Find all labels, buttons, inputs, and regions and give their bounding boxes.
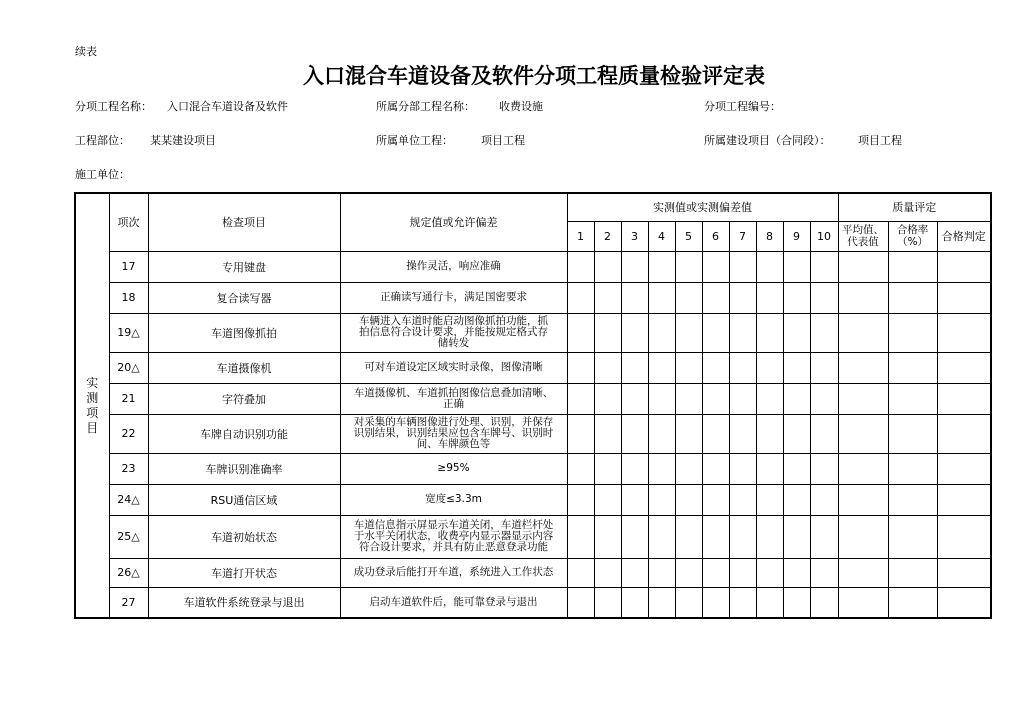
- measure-cell[interactable]: [621, 484, 648, 515]
- measure-cell[interactable]: [675, 453, 702, 484]
- measure-cell[interactable]: [621, 515, 648, 558]
- row-item: 车道初始状态: [148, 515, 340, 558]
- measure-cell[interactable]: [621, 313, 648, 352]
- row-item: 专用键盘: [148, 251, 340, 282]
- col-judge-header: 合格判定: [937, 221, 991, 251]
- measure-cell[interactable]: [675, 558, 702, 587]
- measure-cell[interactable]: [648, 558, 675, 587]
- contract-label: 所属建设项目（合同段）：: [704, 134, 831, 147]
- measure-cell[interactable]: [756, 484, 783, 515]
- measure-cell[interactable]: [756, 453, 783, 484]
- measure-col-6: 6: [702, 221, 729, 251]
- measure-cell[interactable]: [783, 251, 810, 282]
- measure-cell[interactable]: [756, 313, 783, 352]
- col-item-header: 检查项目: [148, 193, 340, 251]
- measure-cell[interactable]: [729, 352, 756, 383]
- measure-col-7: 7: [729, 221, 756, 251]
- row-std: [340, 282, 567, 313]
- table-row: [75, 515, 991, 558]
- measure-cell[interactable]: [810, 453, 838, 484]
- subproject-no-label: 分项工程编号：: [704, 100, 781, 113]
- table-row: [75, 453, 991, 484]
- row-std-line: 正确读写通行卡，满足国密要求: [380, 291, 527, 303]
- continuation-label: 续表: [75, 45, 97, 58]
- judge-cell[interactable]: [937, 251, 991, 282]
- measure-cell[interactable]: [783, 587, 810, 618]
- measure-cell[interactable]: [621, 587, 648, 618]
- avg-cell[interactable]: [838, 558, 888, 587]
- row-std-line: 可对车道设定区域实时录像，图像清晰: [364, 361, 543, 373]
- measure-cell[interactable]: [648, 383, 675, 414]
- measure-cell[interactable]: [729, 282, 756, 313]
- row-std-line: 拍信息符合设计要求，并能按规定格式存: [359, 326, 548, 338]
- measure-cell[interactable]: [675, 282, 702, 313]
- row-std: [340, 352, 567, 383]
- measure-cell[interactable]: [810, 414, 838, 453]
- measure-cell[interactable]: [702, 484, 729, 515]
- judge-cell[interactable]: [937, 282, 991, 313]
- measure-cell[interactable]: [810, 587, 838, 618]
- measure-col-10: 10: [810, 221, 838, 251]
- measure-cell[interactable]: [675, 313, 702, 352]
- measure-cell[interactable]: [621, 453, 648, 484]
- builder-label: 施工单位：: [75, 168, 130, 181]
- row-std-line: 符合设计要求，并具有防止恶意登录功能: [359, 541, 548, 553]
- judge-cell[interactable]: [937, 414, 991, 453]
- row-item: 车道图像抓拍: [148, 313, 340, 352]
- judge-cell[interactable]: [937, 313, 991, 352]
- measure-cell[interactable]: [567, 313, 594, 352]
- measure-cell[interactable]: [594, 282, 621, 313]
- measure-cell[interactable]: [621, 414, 648, 453]
- measure-cell[interactable]: [702, 352, 729, 383]
- measure-cell[interactable]: [648, 414, 675, 453]
- row-no: 26△: [109, 558, 148, 587]
- avg-cell[interactable]: [838, 383, 888, 414]
- row-std: [340, 587, 567, 618]
- measure-cell[interactable]: [783, 383, 810, 414]
- row-std-line: ≥95%: [437, 462, 470, 474]
- judge-cell[interactable]: [937, 587, 991, 618]
- row-item: 车牌识别准确率: [148, 453, 340, 484]
- measure-cell[interactable]: [648, 484, 675, 515]
- measure-cell[interactable]: [567, 414, 594, 453]
- measure-cell[interactable]: [783, 352, 810, 383]
- measure-cell[interactable]: [594, 383, 621, 414]
- measure-cell[interactable]: [729, 414, 756, 453]
- measure-cell[interactable]: [702, 515, 729, 558]
- row-std: [340, 558, 567, 587]
- row-no: 24△: [109, 484, 148, 515]
- measure-cell[interactable]: [729, 313, 756, 352]
- measure-cell[interactable]: [756, 558, 783, 587]
- measure-col-8: 8: [756, 221, 783, 251]
- measure-cell[interactable]: [810, 515, 838, 558]
- measure-cell[interactable]: [729, 558, 756, 587]
- measure-cell[interactable]: [702, 453, 729, 484]
- table-row: [75, 558, 991, 587]
- avg-cell[interactable]: [838, 352, 888, 383]
- measure-cell[interactable]: [567, 587, 594, 618]
- measure-cell[interactable]: [648, 453, 675, 484]
- measure-cell[interactable]: [756, 515, 783, 558]
- measure-col-2: 2: [594, 221, 621, 251]
- measure-cell[interactable]: [594, 251, 621, 282]
- measure-cell[interactable]: [567, 515, 594, 558]
- measure-cell[interactable]: [729, 453, 756, 484]
- measure-cell[interactable]: [783, 313, 810, 352]
- measure-cell[interactable]: [567, 352, 594, 383]
- row-no: 22: [109, 414, 148, 453]
- measure-cell[interactable]: [621, 282, 648, 313]
- measure-cell[interactable]: [648, 282, 675, 313]
- subproject-name-value: 入口混合车道设备及软件: [167, 100, 288, 113]
- row-std: [340, 251, 567, 282]
- measure-cell[interactable]: [810, 558, 838, 587]
- judge-cell[interactable]: [937, 484, 991, 515]
- row-no: 27: [109, 587, 148, 618]
- row-std-line: 车道信息指示屏显示车道关闭，车道栏杆处: [353, 519, 554, 531]
- row-item: 车道打开状态: [148, 558, 340, 587]
- judge-cell[interactable]: [937, 383, 991, 414]
- rate-cell[interactable]: [888, 453, 937, 484]
- measure-cell[interactable]: [702, 414, 729, 453]
- avg-cell[interactable]: [838, 484, 888, 515]
- avg-cell[interactable]: [838, 414, 888, 453]
- rate-cell[interactable]: [888, 352, 937, 383]
- avg-cell[interactable]: [838, 453, 888, 484]
- judge-cell[interactable]: [937, 352, 991, 383]
- row-no: 19△: [109, 313, 148, 352]
- table-row: [75, 313, 991, 352]
- measure-cell[interactable]: [756, 251, 783, 282]
- measure-cell[interactable]: [702, 313, 729, 352]
- measure-cell[interactable]: [621, 251, 648, 282]
- rate-cell[interactable]: [888, 383, 937, 414]
- site-value: 某某建设项目: [150, 134, 216, 147]
- col-no-header: 项次: [109, 193, 148, 251]
- rate-cell[interactable]: [888, 558, 937, 587]
- row-item: 车道软件系统登录与退出: [148, 587, 340, 618]
- col-std-header: 规定值或允许偏差: [340, 193, 567, 251]
- measure-cell[interactable]: [594, 558, 621, 587]
- table-row: [75, 587, 991, 618]
- measure-cell[interactable]: [783, 414, 810, 453]
- measure-cell[interactable]: [675, 352, 702, 383]
- row-no: 21: [109, 383, 148, 414]
- rate-cell[interactable]: [888, 251, 937, 282]
- measure-cell[interactable]: [702, 558, 729, 587]
- row-std-line: 间、车牌颜色等: [416, 438, 491, 450]
- avg-cell[interactable]: [838, 251, 888, 282]
- row-std-line: 识别结果，识别结果应包含车牌号、识别时: [353, 427, 554, 439]
- measure-cell[interactable]: [810, 484, 838, 515]
- measure-cell[interactable]: [675, 414, 702, 453]
- row-std-line: 于水平关闭状态，收费亭内显示器显示内容: [353, 530, 554, 542]
- side-label: 实 测 项 目: [86, 375, 99, 435]
- rate-cell[interactable]: [888, 313, 937, 352]
- measure-cell[interactable]: [756, 414, 783, 453]
- row-std-line: 正确: [443, 397, 464, 410]
- row-no: 23: [109, 453, 148, 484]
- measure-cell[interactable]: [648, 352, 675, 383]
- measure-cell[interactable]: [621, 352, 648, 383]
- measure-col-4: 4: [648, 221, 675, 251]
- header-row-1: [75, 193, 991, 221]
- measure-cell[interactable]: [729, 515, 756, 558]
- measure-cell[interactable]: [594, 484, 621, 515]
- row-std-line: 对采集的车辆图像进行处理、识别，并保存: [353, 416, 554, 428]
- measure-cell[interactable]: [756, 282, 783, 313]
- measure-cell[interactable]: [675, 515, 702, 558]
- judge-cell[interactable]: [937, 453, 991, 484]
- table-row: [75, 282, 991, 313]
- rate-cell[interactable]: [888, 515, 937, 558]
- table-row: [75, 352, 991, 383]
- row-std-line: 启动车道软件后，能可靠登录与退出: [369, 595, 538, 608]
- measure-cell[interactable]: [567, 453, 594, 484]
- judge-cell[interactable]: [937, 515, 991, 558]
- measure-cell[interactable]: [810, 313, 838, 352]
- measure-col-5: 5: [675, 221, 702, 251]
- measure-cell[interactable]: [675, 587, 702, 618]
- col-avg-header: 平均值、 代表值: [838, 221, 888, 251]
- row-std-line: 储转发: [437, 337, 470, 349]
- measure-cell[interactable]: [729, 587, 756, 618]
- col-quality-header: 质量评定: [838, 193, 991, 221]
- judge-cell[interactable]: [937, 558, 991, 587]
- measure-cell[interactable]: [567, 558, 594, 587]
- row-item: 字符叠加: [148, 383, 340, 414]
- measure-cell[interactable]: [810, 282, 838, 313]
- avg-cell[interactable]: [838, 282, 888, 313]
- measure-col-1: 1: [567, 221, 594, 251]
- row-std: [340, 414, 567, 453]
- measure-cell[interactable]: [783, 558, 810, 587]
- table-row: [75, 484, 991, 515]
- measure-cell[interactable]: [729, 484, 756, 515]
- table-row: [75, 383, 991, 414]
- row-std: [340, 313, 567, 352]
- col-measured-header: 实测值或实测偏差值: [567, 193, 838, 221]
- subproject-name-label: 分项工程名称：: [75, 100, 152, 113]
- measure-cell[interactable]: [567, 484, 594, 515]
- rate-cell[interactable]: [888, 484, 937, 515]
- division-name-value: 收费设施: [499, 100, 543, 113]
- measure-cell[interactable]: [594, 313, 621, 352]
- row-std: [340, 484, 567, 515]
- measure-cell[interactable]: [729, 383, 756, 414]
- row-item: 车牌自动识别功能: [148, 414, 340, 453]
- measure-cell[interactable]: [783, 484, 810, 515]
- measure-cell[interactable]: [783, 453, 810, 484]
- measure-cell[interactable]: [729, 251, 756, 282]
- measure-cell[interactable]: [675, 383, 702, 414]
- contract-value: 项目工程: [858, 134, 902, 147]
- row-std: [340, 453, 567, 484]
- measure-cell[interactable]: [567, 383, 594, 414]
- measure-col-3: 3: [621, 221, 648, 251]
- row-std: [340, 515, 567, 558]
- measure-cell[interactable]: [594, 453, 621, 484]
- measure-cell[interactable]: [594, 587, 621, 618]
- measure-cell[interactable]: [567, 251, 594, 282]
- measure-cell[interactable]: [594, 352, 621, 383]
- measure-cell[interactable]: [648, 313, 675, 352]
- row-std-line: 车道摄像机、车道抓拍图像信息叠加清晰、: [353, 386, 554, 399]
- row-std-line: 操作灵活，响应准确: [406, 260, 501, 272]
- rate-cell[interactable]: [888, 414, 937, 453]
- row-std-line: 车辆进入车道时能启动图像抓拍功能，抓: [359, 315, 548, 327]
- measure-cell[interactable]: [810, 383, 838, 414]
- measure-cell[interactable]: [783, 282, 810, 313]
- row-std: [340, 383, 567, 414]
- row-std-line: 成功登录后能打开车道，系统进入工作状态: [353, 566, 554, 578]
- unit-project-label: 所属单位工程：: [376, 134, 453, 147]
- table-row: [75, 414, 991, 453]
- measure-cell[interactable]: [594, 515, 621, 558]
- table-row: [75, 251, 991, 282]
- side-label-cell: [75, 193, 109, 618]
- measure-cell[interactable]: [783, 515, 810, 558]
- unit-project-value: 项目工程: [481, 134, 525, 147]
- row-no: 25△: [109, 515, 148, 558]
- row-item: 车道摄像机: [148, 352, 340, 383]
- row-item: RSU通信区域: [148, 484, 340, 515]
- avg-cell[interactable]: [838, 313, 888, 352]
- measure-cell[interactable]: [648, 251, 675, 282]
- measure-cell[interactable]: [702, 282, 729, 313]
- inspection-table: [74, 192, 992, 619]
- measure-cell[interactable]: [675, 251, 702, 282]
- measure-cell[interactable]: [756, 352, 783, 383]
- measure-cell[interactable]: [567, 282, 594, 313]
- measure-cell[interactable]: [702, 383, 729, 414]
- measure-col-9: 9: [783, 221, 810, 251]
- measure-cell[interactable]: [702, 251, 729, 282]
- measure-cell[interactable]: [648, 515, 675, 558]
- row-no: 18: [109, 282, 148, 313]
- row-std-line: 宽度≤3.3m: [425, 493, 482, 505]
- site-label: 工程部位：: [75, 134, 130, 147]
- division-name-label: 所属分部工程名称：: [376, 100, 475, 113]
- measure-cell[interactable]: [621, 558, 648, 587]
- measure-cell[interactable]: [675, 484, 702, 515]
- avg-cell[interactable]: [838, 515, 888, 558]
- measure-cell[interactable]: [594, 414, 621, 453]
- rate-cell[interactable]: [888, 587, 937, 618]
- measure-cell[interactable]: [810, 251, 838, 282]
- rate-cell[interactable]: [888, 282, 937, 313]
- col-rate-header: 合格率 （%）: [888, 221, 937, 251]
- measure-cell[interactable]: [810, 352, 838, 383]
- measure-cell[interactable]: [621, 383, 648, 414]
- page-title: 入口混合车道设备及软件分项工程质量检验评定表: [303, 64, 765, 88]
- measure-cell[interactable]: [756, 383, 783, 414]
- measure-cell[interactable]: [702, 587, 729, 618]
- row-no: 17: [109, 251, 148, 282]
- row-item: 复合读写器: [148, 282, 340, 313]
- row-no: 20△: [109, 352, 148, 383]
- avg-cell[interactable]: [838, 587, 888, 618]
- measure-cell[interactable]: [756, 587, 783, 618]
- measure-cell[interactable]: [648, 587, 675, 618]
